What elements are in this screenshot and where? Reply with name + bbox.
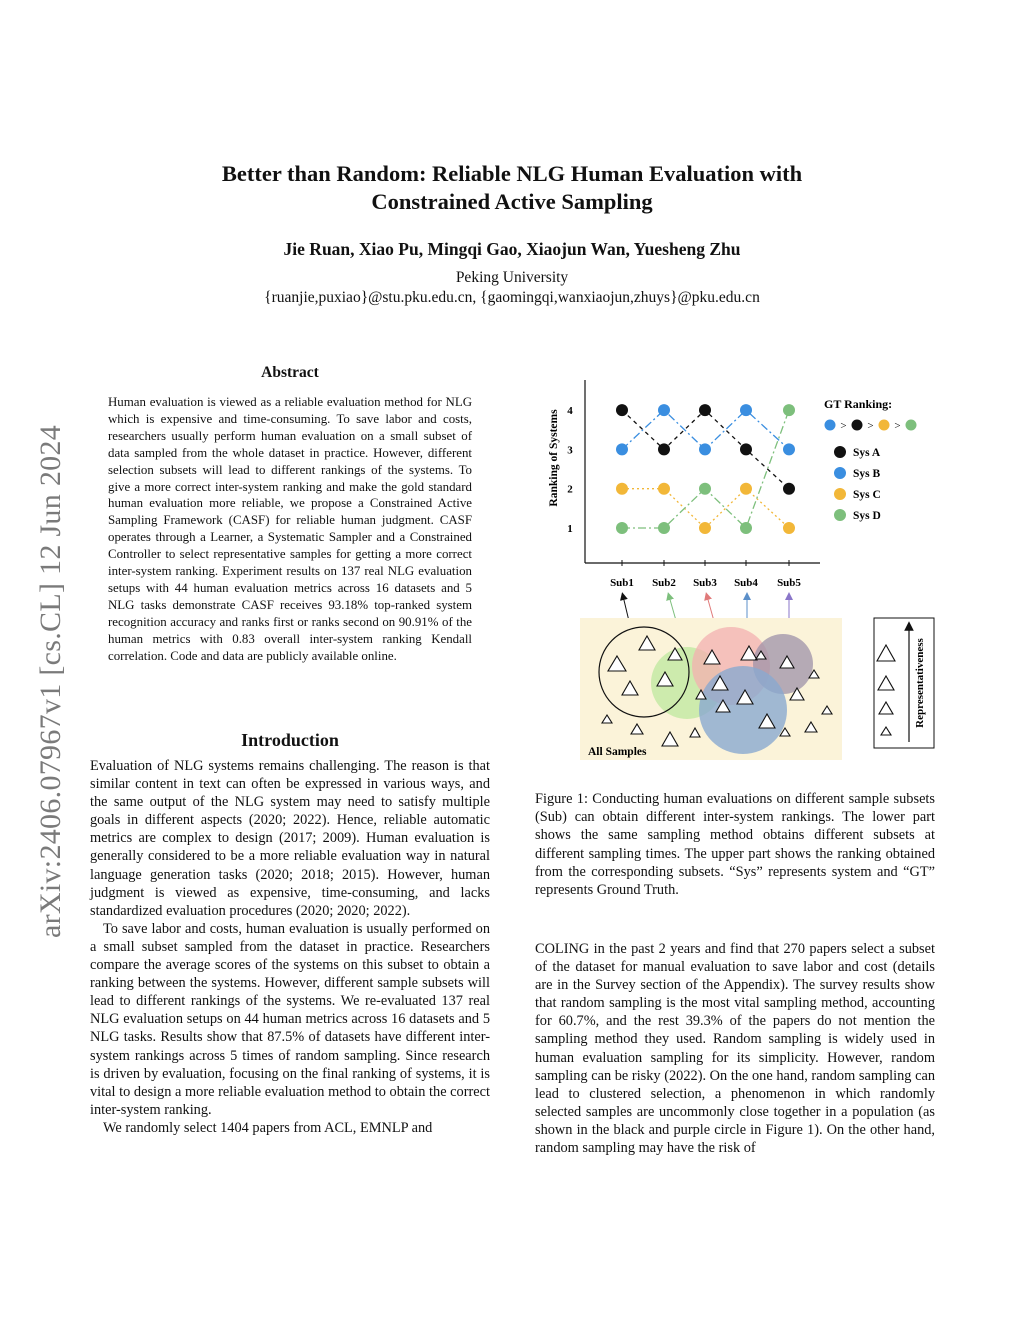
all-samples-label: All Samples [588, 746, 647, 758]
series-lines [622, 410, 789, 528]
gt-order-dot [906, 420, 917, 431]
x-tick-label: Sub2 [652, 577, 676, 589]
x-tick-label: Sub5 [777, 577, 801, 589]
y-axis-label: Ranking of Systems [548, 409, 560, 507]
y-ticks [567, 405, 573, 535]
gt-ranking-order [825, 420, 917, 433]
data-point [616, 483, 628, 495]
legend-swatch [834, 467, 846, 479]
legend-label: Sys B [853, 468, 881, 480]
legend-swatch [834, 509, 846, 521]
data-point [616, 404, 628, 416]
data-point [740, 443, 752, 455]
abstract-heading: Abstract [261, 364, 319, 381]
intro-paragraph-1: Evaluation of NLG systems remains challenging. The reason is that similar content in text can often be expressed in various ways, and the same output of the NLG system may need to satisfy multiple goals in different aspects (2020; 2022). Hence, reliable automatic metrics are complex to design (2017; 2009). Human evaluation is generally considered to be a more reliable evaluation way in natural language generation tasks (2020; 2018; 2015). However, human judgment is viewed as expensive, time-consuming, and lacks standardized evaluation procedures (2020; 2020; 2022). [90, 758, 490, 919]
gt-order-dot [825, 420, 836, 431]
x-tick-label: Sub1 [610, 577, 634, 589]
data-point [658, 443, 670, 455]
arxiv-id: arXiv:2406.07967v1 [cs.CL] 12 Jun 2024 [34, 424, 67, 938]
legend-label: Sys C [853, 489, 881, 501]
data-point [699, 483, 711, 495]
authors: Jie Ruan, Xiao Pu, Mingqi Gao, Xiaojun Wan, Yuesheng Zhu [283, 239, 741, 259]
intro-paragraph-3: We randomly select 1404 papers from ACL, EMNLP and [103, 1119, 433, 1136]
gt-ranking-label: GT Ranking: [824, 397, 893, 411]
data-point [783, 483, 795, 495]
abstract-text: Human evaluation is viewed as a reliable evaluation method for NLG which is expensive and time-consuming. To save labor and costs, researchers usually perform human evaluation on a small subset of data sampled from the whole dataset in practice. However, different selection subsets will lead to different rankings of the systems. To give a more correct inter-system ranking and make the gold standard human evaluation more reliable, we propose a Constrained Active Sampling Framework (CASF) for reliable human judgment. CASF operates through a Learner, a Systematic Sampler and a Constrained Controller to select representative samples for getting a more correct inter-system ranking. Experiment results on 137 real NLG evaluation setups with 44 human evaluation metrics across 16 datasets and 5 NLG tasks demonstrate CASF receives 93.18% top-ranked system recognition accuracy and ranks first or ranks second on 90.91% of the human metrics with 0.83 overall inter-system ranking Kendall correlation. Code and data are publicly available online. [108, 395, 472, 663]
data-point [783, 404, 795, 416]
affiliation-block [120, 268, 904, 308]
arxiv-stamp [0, 0, 67, 938]
chart-legend [834, 446, 881, 522]
title-line-1: Better than Random: Reliable NLG Human Evaluation with [221, 161, 803, 186]
y-tick-label: 4 [567, 405, 573, 418]
data-point [616, 443, 628, 455]
data-point [658, 522, 670, 534]
series-line [622, 410, 789, 528]
data-point [783, 522, 795, 534]
introduction-heading: Introduction [241, 730, 339, 750]
paper-title [120, 160, 904, 216]
representativeness-label: Representativeness [914, 638, 926, 728]
data-point [699, 443, 711, 455]
gt-order-dot [852, 420, 863, 431]
data-point [740, 522, 752, 534]
intro-paragraph-2: To save labor and costs, human evaluation is usually performed on a small subset sampled from the dataset in practice. Researchers compare the average scores of the systems on this subset to obtain a ranking between the systems. However, different sample subsets will lead to different rankings of the systems. We re-evaluated 137 real NLG evaluation setups on 44 human metrics across 16 datasets and 5 NLG tasks. Results show that 87.5% of datasets have different inter-system rankings across 5 times of random sampling. Since research is driven by evaluation, focusing on the final ranking of systems, it is vital to design a more reliable evaluation method to obtain the correct inter-system ranking. [90, 920, 490, 1118]
figure-1 [535, 370, 955, 770]
introduction-left-column [90, 757, 490, 1137]
data-point [783, 443, 795, 455]
data-point [658, 404, 670, 416]
data-point [740, 404, 752, 416]
y-tick-label: 3 [567, 444, 573, 457]
y-tick-label: 1 [567, 523, 573, 535]
legend-label: Sys A [853, 447, 881, 459]
x-tick-label: Sub3 [693, 577, 717, 589]
data-point [699, 522, 711, 534]
legend-swatch [834, 488, 846, 500]
x-ticks [610, 560, 801, 589]
gt-order-separator: > [840, 420, 847, 432]
data-point [658, 483, 670, 495]
introduction-right-column: COLING in the past 2 years and find that 270 papers select a subset of the dataset for manual evaluation to save labor and cost (details are in the Survey section of the Appendix). The survey results show that random sampling is the most vital sampling method, accounting for 60.7%, and the rest 39.3% of the papers do not mention the sampling method they used. Random sampling is widely used in human evaluation sampling for its simplicity. However, random sampling can be risky (2022). On the one hand, random sampling can lead to clustered selection, a phenomenon in which randomly selected samples are uncommonly close together in a population (as shown in the black and purple circle in Figure 1). On the other hand, random sampling may have the risk of [535, 941, 935, 1157]
legend-label: Sys D [853, 510, 881, 522]
legend-swatch [834, 446, 846, 458]
title-line-2: Constrained Active Sampling [371, 189, 653, 214]
gt-order-dot [879, 420, 890, 431]
data-point [740, 483, 752, 495]
gt-order-separator: > [894, 420, 901, 432]
data-point [616, 522, 628, 534]
affiliation: Peking University [455, 269, 569, 286]
emails: {ruanjie,puxiao}@stu.pku.edu.cn, {gaomingqi,wanxiaojun,zhuys}@pku.edu.cn [264, 289, 760, 306]
y-tick-label: 2 [567, 483, 573, 496]
figure-1-caption: Figure 1: Conducting human evaluations on different sample subsets (Sub) can obtain different inter-system rankings. The lower part shows the same sampling method obtains different subsets at different sampling times. The upper part shows the ranking obtained from the corresponding subsets. “Sys” represents system and “GT” represents Ground Truth. [535, 791, 935, 899]
data-point [699, 404, 711, 416]
gt-order-separator: > [867, 420, 874, 432]
x-tick-label: Sub4 [734, 577, 758, 589]
